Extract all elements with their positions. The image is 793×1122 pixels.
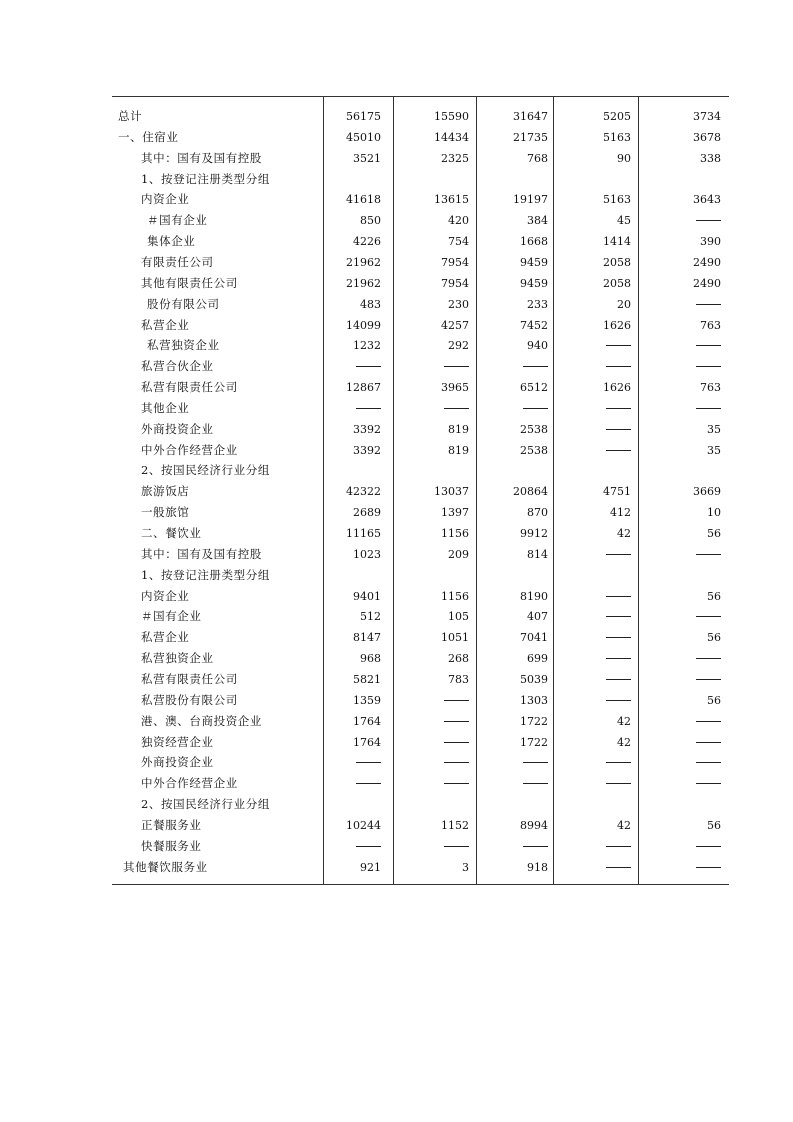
table-cell: 384 — [527, 214, 548, 228]
empty-value-dash — [606, 867, 631, 868]
table-cell: 3669 — [693, 485, 721, 499]
table-row — [112, 294, 729, 315]
table-cell: 42 — [617, 735, 631, 749]
table-cell: 783 — [448, 672, 469, 686]
table-cell — [553, 335, 631, 356]
empty-value-dash — [606, 408, 631, 409]
table-row — [112, 627, 729, 648]
table-cell: 699 — [527, 652, 548, 666]
row-label: 其他餐饮服务业 — [123, 859, 208, 874]
table-cell — [476, 773, 548, 794]
table-cell — [638, 210, 721, 231]
empty-value-dash — [444, 846, 469, 847]
table-cell: 870 — [527, 506, 548, 520]
empty-value-dash — [696, 220, 721, 221]
table-cell — [553, 606, 631, 627]
empty-value-dash — [606, 679, 631, 680]
empty-value-dash — [606, 783, 631, 784]
empty-value-dash — [606, 700, 631, 701]
table-cell: 8147 — [353, 631, 381, 645]
empty-value-dash — [444, 762, 469, 763]
row-label: 中外合作经营企业 — [141, 442, 238, 457]
empty-value-dash — [606, 554, 631, 555]
table-row — [112, 377, 729, 398]
table-cell: 2058 — [603, 276, 631, 290]
table-cell: 1303 — [520, 693, 548, 707]
table-cell — [476, 398, 548, 419]
table-cell — [553, 586, 631, 607]
table-cell — [553, 669, 631, 690]
empty-value-dash — [444, 408, 469, 409]
row-label: 独资经营企业 — [141, 734, 214, 749]
row-label: 私营企业 — [141, 630, 190, 645]
table-cell — [638, 606, 721, 627]
table-cell: 13037 — [434, 485, 469, 499]
table-cell: 42 — [617, 818, 631, 832]
row-label: 其他有限责任公司 — [141, 275, 238, 290]
empty-value-dash — [696, 867, 721, 868]
table-cell: 1152 — [441, 818, 469, 832]
table-row — [112, 523, 729, 544]
empty-value-dash — [523, 846, 548, 847]
table-cell: 3 — [462, 860, 469, 874]
table-cell: 1626 — [603, 318, 631, 332]
empty-value-dash — [606, 450, 631, 451]
empty-value-dash — [696, 783, 721, 784]
table-cell — [393, 836, 469, 857]
table-cell: 1156 — [441, 527, 469, 540]
table-row — [112, 857, 729, 878]
table-row — [112, 732, 729, 753]
empty-value-dash — [606, 429, 631, 430]
table-cell — [638, 711, 721, 732]
row-label: 私营独资企业 — [141, 651, 214, 666]
table-cell: 56 — [707, 589, 721, 603]
table-cell: 41618 — [346, 193, 381, 207]
table-cell — [393, 398, 469, 419]
empty-value-dash — [696, 846, 721, 847]
table-cell: 3392 — [353, 422, 381, 436]
table-cell: 45 — [617, 214, 631, 228]
table-row — [112, 148, 729, 169]
table-cell: 56 — [707, 527, 721, 540]
table-cell: 2490 — [693, 255, 721, 269]
empty-value-dash — [523, 762, 548, 763]
table-row — [112, 169, 729, 190]
table-cell: 21962 — [346, 255, 381, 269]
table-cell: 420 — [448, 214, 469, 228]
empty-value-dash — [356, 762, 381, 763]
table-cell: 6512 — [520, 381, 548, 395]
table-cell — [553, 627, 631, 648]
row-label: ＃国有企业 — [141, 609, 202, 624]
table-cell — [553, 773, 631, 794]
table-cell: 390 — [700, 235, 721, 249]
table-cell: 768 — [527, 151, 548, 165]
table-cell: 14434 — [434, 130, 469, 144]
table-cell: 292 — [448, 339, 469, 353]
table-cell — [638, 857, 721, 878]
statistics-table — [112, 96, 729, 885]
table-row — [112, 606, 729, 627]
table-cell: 56 — [707, 631, 721, 645]
table-cell — [553, 690, 631, 711]
row-label: 内资企业 — [141, 588, 190, 603]
table-cell: 3965 — [441, 381, 469, 395]
table-cell: 940 — [527, 339, 548, 353]
table-cell: 1764 — [353, 735, 381, 749]
table-cell: 10244 — [346, 818, 381, 832]
table-cell: 412 — [610, 506, 631, 520]
table-cell — [553, 648, 631, 669]
table-cell — [553, 857, 631, 878]
table-cell: 90 — [617, 151, 631, 165]
table-row — [112, 586, 729, 607]
empty-value-dash — [523, 408, 548, 409]
table-cell: 8994 — [520, 818, 548, 832]
table-cell: 850 — [360, 214, 381, 228]
empty-value-dash — [523, 783, 548, 784]
row-label: 港、澳、台商投资企业 — [141, 713, 262, 728]
row-label: 私营股份有限公司 — [141, 692, 238, 707]
table-cell — [638, 398, 721, 419]
table-row — [112, 335, 729, 356]
table-cell — [553, 544, 631, 565]
table-cell: 42 — [617, 527, 631, 540]
table-cell — [323, 836, 381, 857]
row-label: 1、按登记注册类型分组 — [141, 171, 270, 186]
empty-value-dash — [696, 616, 721, 617]
empty-value-dash — [606, 846, 631, 847]
table-cell: 9459 — [520, 276, 548, 290]
table-cell — [638, 648, 721, 669]
table-cell: 21735 — [513, 130, 548, 144]
table-cell: 9912 — [520, 527, 548, 540]
empty-value-dash — [606, 658, 631, 659]
empty-value-dash — [444, 366, 469, 367]
empty-value-dash — [444, 783, 469, 784]
table-cell — [638, 544, 721, 565]
table-cell: 209 — [448, 547, 469, 561]
table-cell: 763 — [700, 381, 721, 395]
empty-value-dash — [356, 366, 381, 367]
table-cell: 763 — [700, 318, 721, 332]
table-cell — [638, 836, 721, 857]
empty-value-dash — [356, 846, 381, 847]
row-label: 私营企业 — [141, 317, 190, 332]
table-row — [112, 648, 729, 669]
table-row — [112, 231, 729, 252]
table-cell: 1051 — [441, 631, 469, 645]
table-cell — [638, 732, 721, 753]
row-label: 快餐服务业 — [141, 838, 202, 853]
table-cell: 3392 — [353, 443, 381, 457]
table-cell: 35 — [707, 443, 721, 457]
table-cell: 1722 — [520, 714, 548, 728]
table-cell: 7041 — [520, 631, 548, 645]
row-label: 旅游饭店 — [141, 484, 190, 499]
empty-value-dash — [523, 366, 548, 367]
row-label: 总计 — [118, 109, 143, 123]
table-cell — [638, 773, 721, 794]
table-cell — [553, 419, 631, 440]
table-cell: 9401 — [353, 589, 381, 603]
table-cell: 2325 — [441, 151, 469, 165]
row-label: 中外合作经营企业 — [141, 776, 238, 791]
table-cell — [393, 690, 469, 711]
table-cell — [553, 836, 631, 857]
table-cell: 5821 — [353, 672, 381, 686]
table-row — [112, 690, 729, 711]
table-cell: 2689 — [353, 506, 381, 520]
table-cell: 42 — [617, 714, 631, 728]
table-row — [112, 794, 729, 815]
table-cell: 1722 — [520, 735, 548, 749]
table-cell: 2538 — [520, 443, 548, 457]
table-cell — [553, 752, 631, 773]
table-cell: 338 — [700, 151, 721, 165]
table-cell: 7452 — [520, 318, 548, 332]
row-label: 二、餐饮业 — [141, 526, 202, 540]
table-cell: 918 — [527, 860, 548, 874]
empty-value-dash — [444, 742, 469, 743]
empty-value-dash — [696, 762, 721, 763]
table-cell: 4226 — [353, 235, 381, 249]
table-row — [112, 481, 729, 502]
row-label: 内资企业 — [141, 192, 190, 207]
table-cell — [323, 752, 381, 773]
table-cell: 5163 — [603, 193, 631, 207]
table-cell: 2490 — [693, 276, 721, 290]
table-cell: 15590 — [434, 110, 469, 123]
row-label: 2、按国民经济行业分组 — [141, 797, 270, 812]
table-cell: 2538 — [520, 422, 548, 436]
table-cell: 56 — [707, 818, 721, 832]
empty-value-dash — [696, 679, 721, 680]
table-row — [112, 669, 729, 690]
empty-value-dash — [696, 345, 721, 346]
row-label: 其中：国有及国有控股 — [141, 546, 262, 561]
table-cell: 1626 — [603, 381, 631, 395]
row-label: 私营独资企业 — [147, 338, 220, 353]
table-row — [112, 836, 729, 857]
table-cell: 2058 — [603, 255, 631, 269]
table-cell: 1359 — [353, 693, 381, 707]
table-row — [112, 356, 729, 377]
table-row — [112, 460, 729, 481]
row-label: 私营有限责任公司 — [141, 671, 238, 686]
table-cell: 21962 — [346, 276, 381, 290]
table-cell: 5163 — [603, 130, 631, 144]
empty-value-dash — [696, 304, 721, 305]
table-cell: 1156 — [441, 589, 469, 603]
table-cell: 1764 — [353, 714, 381, 728]
table-cell: 814 — [527, 547, 548, 561]
empty-value-dash — [606, 596, 631, 597]
table-cell: 8190 — [520, 589, 548, 603]
table-cell: 819 — [448, 422, 469, 436]
empty-value-dash — [696, 658, 721, 659]
table-cell: 42322 — [346, 485, 381, 499]
table-cell: 31647 — [513, 110, 548, 123]
table-row — [112, 127, 729, 148]
table-cell: 4257 — [441, 318, 469, 332]
table-cell: 105 — [448, 610, 469, 624]
table-cell: 483 — [360, 297, 381, 311]
table-cell: 968 — [360, 652, 381, 666]
table-cell — [393, 752, 469, 773]
table-cell — [393, 773, 469, 794]
table-cell — [638, 356, 721, 377]
table-cell: 5205 — [603, 110, 631, 123]
table-row — [112, 273, 729, 294]
table-cell: 10 — [707, 506, 721, 520]
table-cell: 754 — [448, 235, 469, 249]
row-label: 2、按国民经济行业分组 — [141, 463, 270, 478]
table-cell: 1414 — [603, 235, 631, 249]
table-cell — [638, 752, 721, 773]
table-row — [112, 106, 729, 127]
table-cell: 921 — [360, 860, 381, 874]
table-cell: 14099 — [346, 318, 381, 332]
row-label: 一般旅馆 — [141, 505, 190, 520]
table-row — [112, 252, 729, 273]
table-cell: 9459 — [520, 255, 548, 269]
row-label: 集体企业 — [147, 234, 196, 249]
table-cell: 35 — [707, 422, 721, 436]
empty-value-dash — [606, 345, 631, 346]
table-cell: 512 — [360, 610, 381, 624]
table-cell: 20864 — [513, 485, 548, 499]
table-row — [112, 315, 729, 336]
table-cell: 407 — [527, 610, 548, 624]
table-cell — [553, 398, 631, 419]
row-label: 一、住宿业 — [118, 129, 179, 144]
row-label: 外商投资企业 — [141, 755, 214, 770]
table-row — [112, 189, 729, 210]
table-row — [112, 815, 729, 836]
table-cell: 819 — [448, 443, 469, 457]
empty-value-dash — [696, 408, 721, 409]
table-cell — [476, 356, 548, 377]
row-label: 股份有限公司 — [147, 296, 220, 311]
table-cell: 1397 — [441, 506, 469, 520]
table-cell: 268 — [448, 652, 469, 666]
table-cell: 5039 — [520, 672, 548, 686]
table-cell — [393, 711, 469, 732]
table-cell: 56175 — [346, 110, 381, 123]
empty-value-dash — [444, 700, 469, 701]
table-cell — [323, 398, 381, 419]
table-row — [112, 502, 729, 523]
table-row — [112, 440, 729, 461]
table-cell: 45010 — [346, 130, 381, 144]
row-label: 外商投资企业 — [141, 421, 214, 436]
row-label: 私营合伙企业 — [141, 359, 214, 374]
table-row — [112, 419, 729, 440]
table-cell: 3734 — [693, 110, 721, 123]
empty-value-dash — [356, 408, 381, 409]
table-cell: 12867 — [346, 381, 381, 395]
table-row — [112, 544, 729, 565]
table-cell: 3521 — [353, 151, 381, 165]
table-cell — [393, 356, 469, 377]
row-label: 1、按登记注册类型分组 — [141, 567, 270, 582]
empty-value-dash — [696, 721, 721, 722]
table-cell: 7954 — [441, 255, 469, 269]
empty-value-dash — [606, 616, 631, 617]
table-cell — [323, 773, 381, 794]
empty-value-dash — [606, 366, 631, 367]
table-row — [112, 210, 729, 231]
table-cell: 19197 — [513, 193, 548, 207]
empty-value-dash — [696, 366, 721, 367]
row-label: ＃国有企业 — [147, 213, 208, 228]
table-cell: 4751 — [603, 485, 631, 499]
table-cell — [553, 356, 631, 377]
table-cell: 1232 — [353, 339, 381, 353]
empty-value-dash — [444, 721, 469, 722]
table-cell — [476, 752, 548, 773]
row-label: 其中：国有及国有控股 — [141, 150, 262, 165]
table-cell — [638, 669, 721, 690]
row-label: 有限责任公司 — [141, 254, 214, 269]
empty-value-dash — [606, 762, 631, 763]
table-cell: 13615 — [434, 193, 469, 207]
table-cell — [476, 836, 548, 857]
empty-value-dash — [606, 637, 631, 638]
table-row — [112, 773, 729, 794]
table-cell — [553, 440, 631, 461]
table-row — [112, 565, 729, 586]
row-label: 私营有限责任公司 — [141, 380, 238, 395]
table-row — [112, 398, 729, 419]
table-cell — [323, 356, 381, 377]
empty-value-dash — [356, 783, 381, 784]
table-row — [112, 752, 729, 773]
table-row — [112, 711, 729, 732]
empty-value-dash — [696, 742, 721, 743]
row-label: 其他企业 — [141, 400, 190, 415]
table-cell: 7954 — [441, 276, 469, 290]
table-cell: 233 — [527, 297, 548, 311]
table-cell: 230 — [448, 297, 469, 311]
table-cell — [393, 732, 469, 753]
table-cell: 1668 — [520, 235, 548, 249]
table-cell: 3643 — [693, 193, 721, 207]
table-cell: 20 — [617, 297, 631, 311]
table-cell — [638, 335, 721, 356]
row-label: 正餐服务业 — [141, 817, 202, 832]
table-cell: 3678 — [693, 130, 721, 144]
table-cell — [638, 294, 721, 315]
table-cell: 1023 — [353, 547, 381, 561]
table-cell: 56 — [707, 693, 721, 707]
empty-value-dash — [696, 554, 721, 555]
table-cell: 11165 — [346, 527, 381, 540]
